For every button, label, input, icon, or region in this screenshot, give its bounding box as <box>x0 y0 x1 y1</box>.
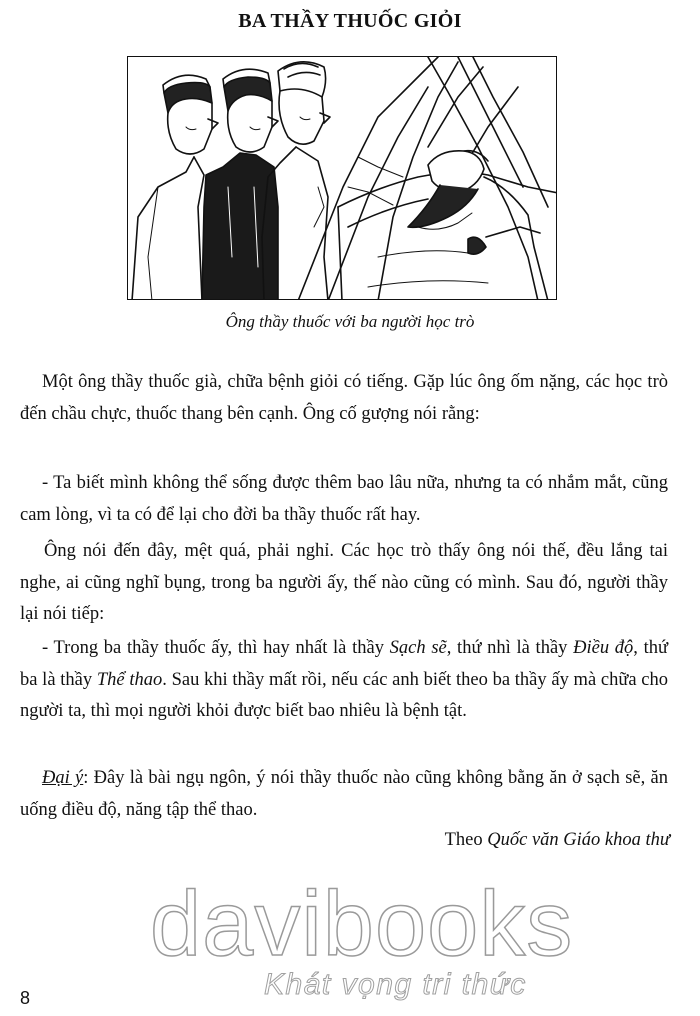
source-citation <box>445 830 670 851</box>
watermark-slogan: Khát vọng tri thức <box>264 968 527 1001</box>
paragraph-1: Một ông thầy thuốc già, chữa bệnh giỏi có tiếng. Gặp lúc ông ốm nặng, các học trò đến chầu chực, thuốc thang bên cạnh. Ông cố gượng nói rằng: <box>20 372 668 424</box>
illustration-caption: Ông thầy thuốc với ba người học trò <box>225 312 475 331</box>
paragraph-summary <box>20 763 668 826</box>
paragraph-3: Ông nói đến đây, mệt quá, phải nghỉ. Các học trò thấy ông nói thế, đều lắng tai nghe, ai cũng nghĩ bụng, trong ba người ấy, thế nào cũng có mình. Sau đó, người thầy lại nói tiếp: <box>20 541 668 624</box>
p4-text-e: , thứ ba là thầy <box>20 638 669 690</box>
page-number: 8 <box>20 988 31 1008</box>
p4-text-g: . Sau khi thầy mất rồi, nếu các anh biết theo ba thầy ấy mà chữa cho người ta, thì mọi người khỏi được biết bao nhiêu là bệnh tật. <box>20 669 669 721</box>
p4-text-c: , thứ nhì là thầy <box>446 638 574 658</box>
paragraph-4 <box>20 633 668 728</box>
p4-text-a: - Trong ba thầy thuốc ấy, thì hay nhất là thầy <box>42 638 390 658</box>
summary-text: : Đây là bài ngụ ngôn, ý nói thầy thuốc nào cũng không bằng ăn ở sạch sẽ, ăn uống điều độ, năng tập thể thao. <box>20 768 668 820</box>
p4-sach-se: Sạch sẽ <box>389 638 447 658</box>
page-title: BA THẦY THUỐC GIỎI <box>238 10 462 32</box>
source-prefix: Theo <box>444 830 488 850</box>
illustration-frame <box>127 56 557 300</box>
p4-the-thao: Thể thao <box>96 669 163 690</box>
source-work: Quốc văn Giáo khoa thư <box>487 830 670 850</box>
summary-label: Đại ý <box>42 768 84 788</box>
watermark-brand: davibooks <box>150 873 574 975</box>
p4-dieu-do: Điều độ <box>573 638 634 658</box>
paragraph-2: - Ta biết mình không thể sống được thêm bao lâu nữa, nhưng ta có nhắm mắt, cũng cam lòng, vì ta có để lại cho đời ba thầy thuốc rất hay. <box>20 473 668 525</box>
illustration-drawing <box>128 57 557 300</box>
